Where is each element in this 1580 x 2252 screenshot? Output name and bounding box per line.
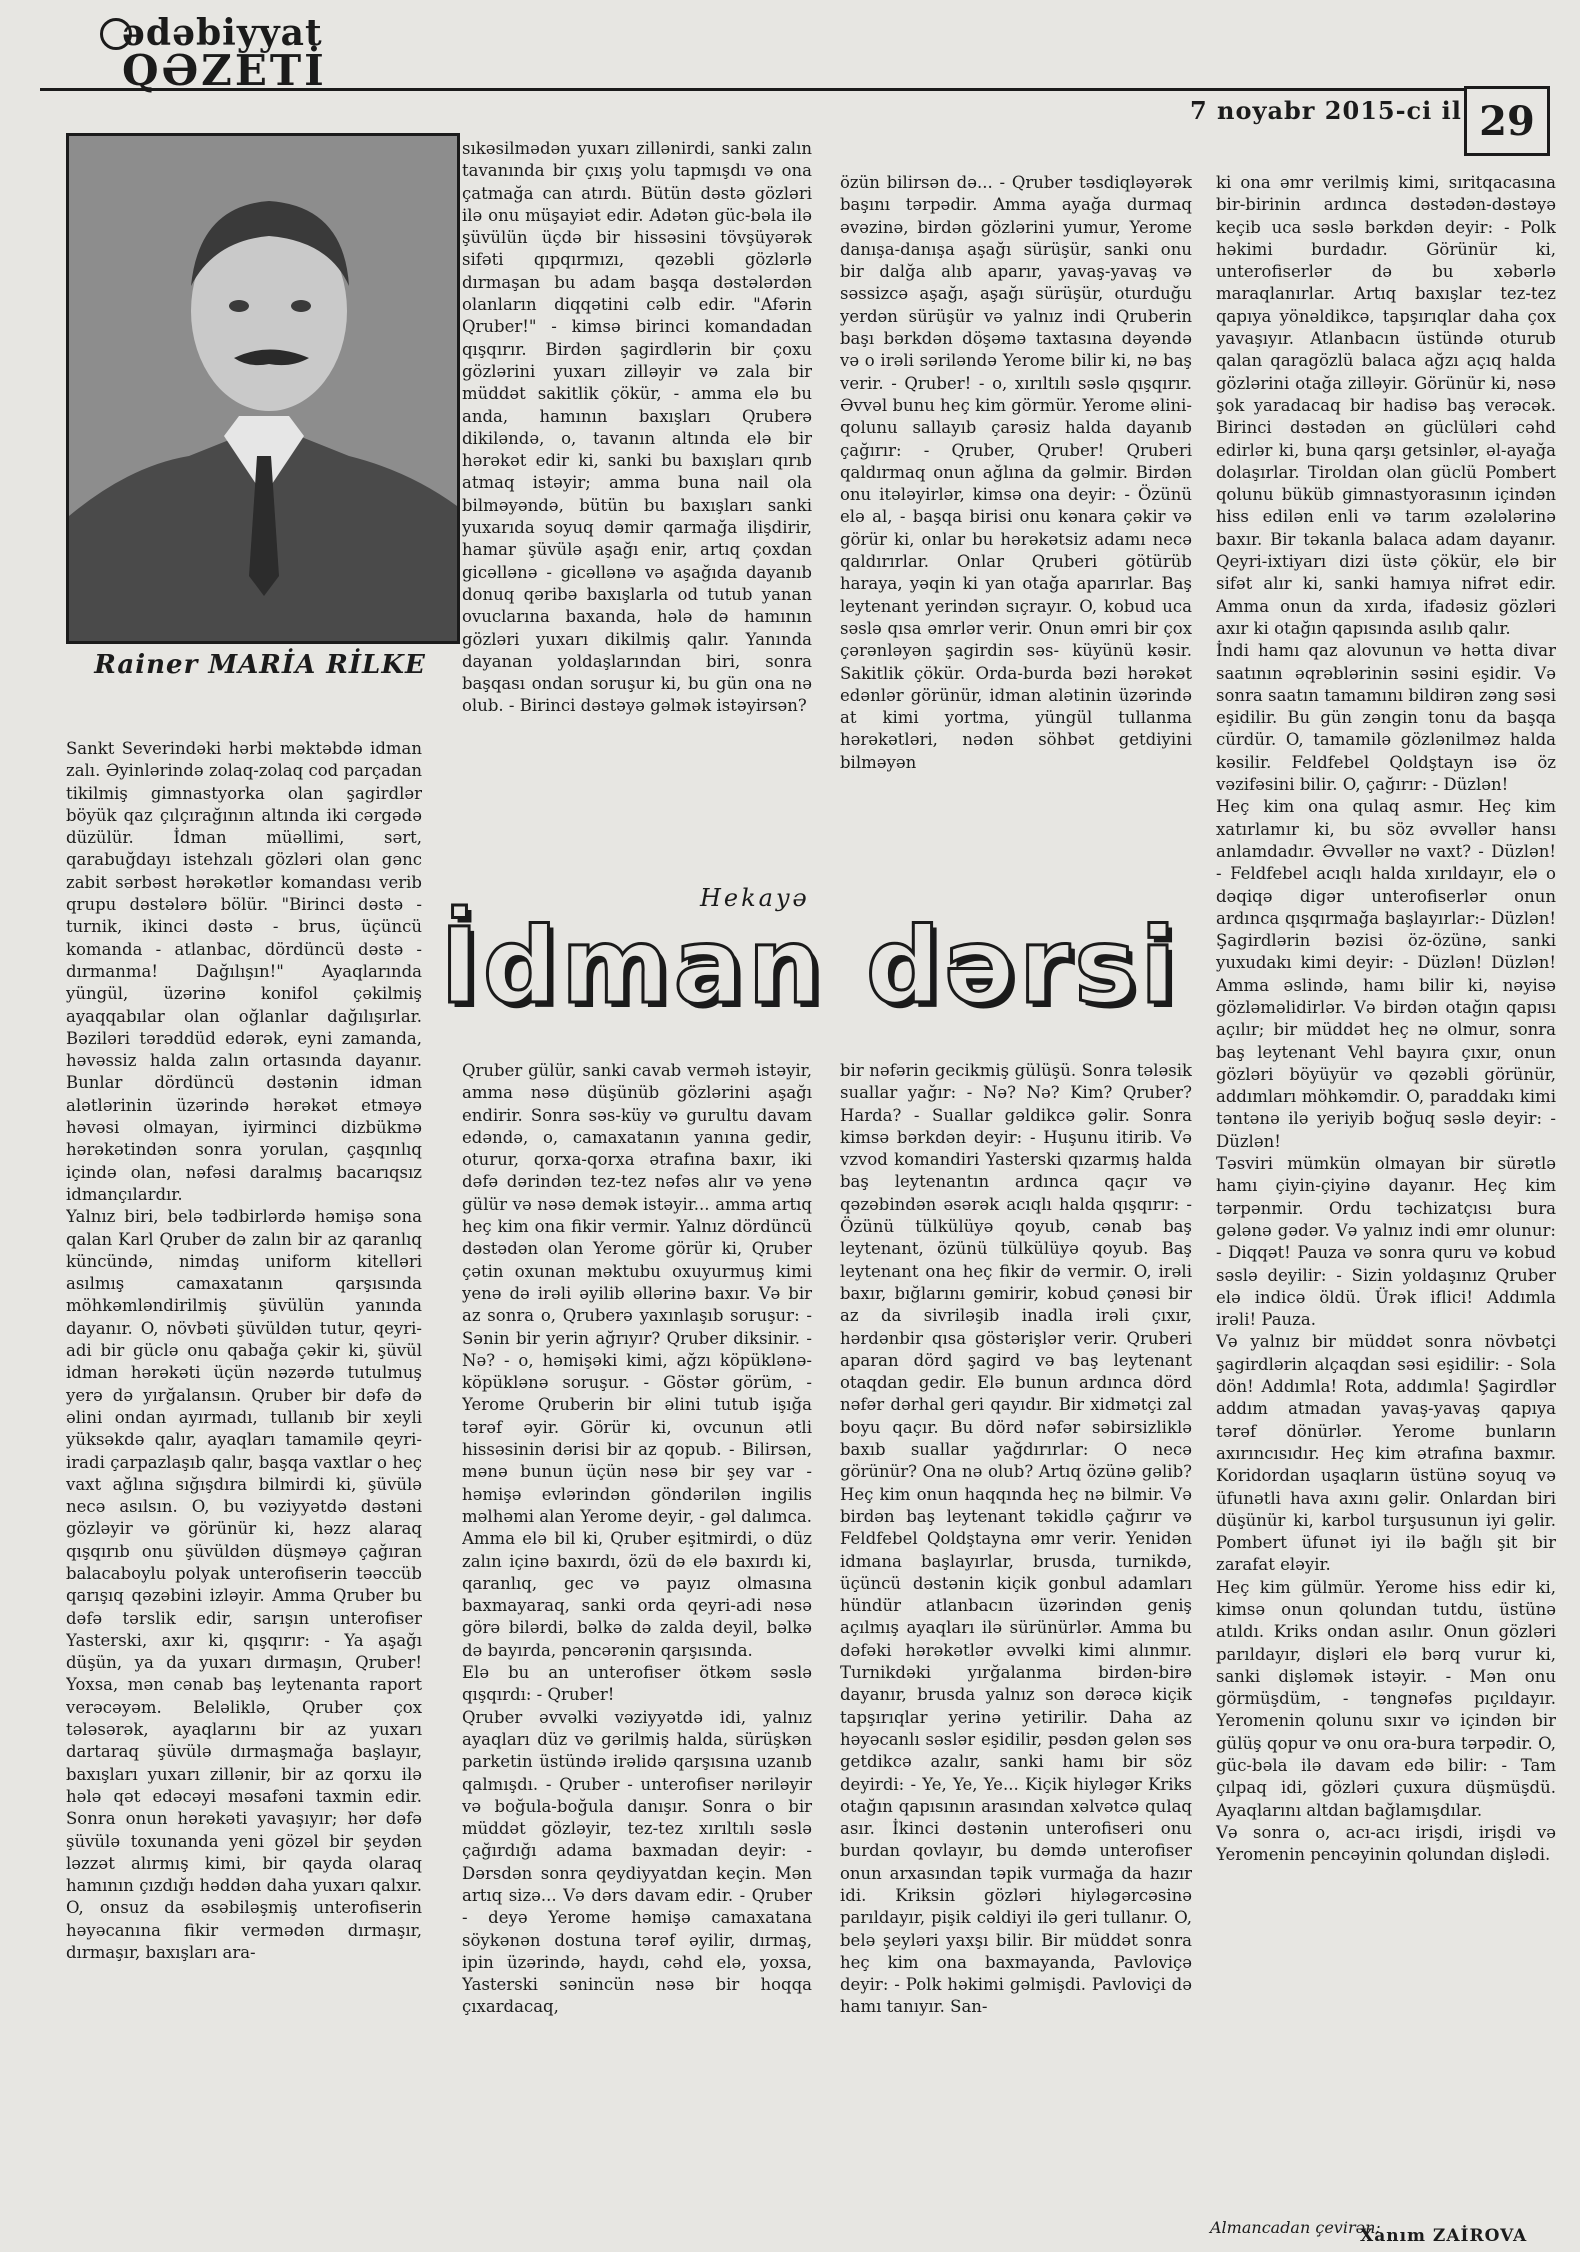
photo-caption: Rainer MARİA RİLKE xyxy=(94,650,426,680)
genre-label: Hekayə xyxy=(700,884,810,912)
portrait-image xyxy=(69,136,457,641)
article-column-2-bottom: Qruber gülür, sanki cavab verməh istəyir, amma nəsə düşünüb gözlərini aşağı endirir. Sonra səs-küy və gurultu davam edəndə, o, camaxatanın yanına gedir, oturur, qorxa-qorxa ətrafına baxır, iki dəfə dərindən tez-tez nəfəs alır və yenə gülür və nəsə demək istəyir... amma artıq heç kim ona fikir vermir. Yalnız dördüncü dəstədən olan Yerome görür ki, Qruber çətin oxunan məktubu oxuyurmuş kimi yenə də irəli əyilib əllərinə baxır. Və bir az sonra o, Qruberə yaxınlaşıb soruşur: - Sənin bir yerin ağrıyır? Qruber diksinir. - Nə? - o, həmişəki kimi, ağzı köpüklənə-köpüklənə soruşur. - Göstər görüm, - Yerome Qruberin bir əlini tutub işığa tərəf əyir. Görür ki, ovcunun ətli hissəsinin dərisi bir az qopub. - Bilirsən, mənə bunun üçün nəsə bir şey var - həmişə evlərindən göndərilən ingilis məlhəmi alan Yerome deyir, - gəl dalımca. Amma elə bil ki, Qruber eşitmirdi, o düz zalın içinə baxırdı, özü də elə baxırdı ki, qaranlıq, gec və payız olmasına baxmayaraq, sanki orda qeyri-adi nəsə görə bilərdi, bəlkə də zalda deyil, bəlkə də bayırda, pəncərənin qarşısında. Elə bu an unterofiser ötkəm səslə qışqırdı: - Qruber! Qruber əvvəlki vəziyyətdə idi, yalnız ayaqları düz və gərilmiş halda, sürüşkən parketin üstündə irəlidə qarşısına uzanıb qalmışdı. - Qruber - unterofiser nəriləyir və boğula-boğula danışır. Sonra o bir müddət gözləyir, tez-tez xırıltılı səslə çağırdığı adama baxmadan deyir: - Dərsdən sonra qeydiyyatdan keçin. Mən artıq sizə... Və dərs davam edir. - Qruber - deyə Yerome həmişə camaxatana söykənən dostuna tərəf əyilir, dırmaş, ipin üzərində, haydı, cəhd elə, yoxsa, Yasterski sənincün nəsə bir hoqqa çıxardacaq, xyxy=(462,1061,812,2017)
article-column-3-bottom: bir nəfərin gecikmiş gülüşü. Sonra tələsik suallar yağır: - Nə? Nə? Kim? Qruber? Harda? - Suallar gəldikcə gəlir. Sonra kimsə bərkdən deyir: - Huşunu itirib. Və vzvod komandiri Yasterski qızarmış halda baş leytenantın ardınca qaçır və qəzəbindən əsərək acıqlı halda qışqırır: - Özünü tülkülüyə qoyub, cənab baş leytenant, özünü tülkülüyə qoyub. Baş leytenant ona heç fikir də vermir. O, irəli baxır, bığlarını gəmirir, kobud çənəsi bir az da sivriləşib inadla irəli çıxır, hərdənbir qısa göstərişlər verir. Qruberi aparan dörd şagird və baş leytenant otaqdan gedir. Elə bunun ardınca dörd nəfər dərhal geri qayıdır. Bir xidmətçi zal boyu qaçır. Bu dörd nəfər səbirsizliklə baxıb suallar yağdırırlar: O necə görünür? Ona nə olub? Artıq özünə gəlib? Heç kim onun haqqında heç nə bilmir. Və birdən baş leytenant təkidlə çağırır və Feldfebel Qoldştayna əmr verir. Yenidən idmana başlayırlar, brusda, turnikdə, üçüncü dəstənin kiçik gonbul adamları hündür atlanbacın üzərindən geniş açılmış ayaqları ilə sürünürlər. Amma bu dəfəki hərəkətlər əvvəlki kimi alınmır. Turnikdəki yırğalanma birdən-birə dayanır, brusda yalnız son dərəcə kiçik tapşırıqlar yerinə yetirilir. Daha az həyəcanlı səslər eşidilir, pəsdən gələn səs getdikcə azalır, sanki hamı bir söz deyirdi: - Ye, Ye, Ye... Kiçik hiyləgər Kriks otağın qapısının arasından xəlvətcə qulaq asır. İkinci dəstənin unterofiseri onu burdan qovlayır, bu dəmdə unterofiser onun arxasından təpik vurmağa da hazır idi. Kriksin gözləri hiyləgərcəsinə parıldayır, pişik cəldiyi ilə geri tullanır. O, belə şeyləri yaxşı bilir. Bir müddət sonra heç kim ona baxmayanda, Pavloviçə deyir: - Polk həkimi gəlmişdi. Pavloviçi də hamı tanıyır. San- xyxy=(840,1061,1192,2017)
translation-note: Almancadan çevirən: xyxy=(1210,2218,1381,2237)
page-number: 29 xyxy=(1464,86,1550,156)
author-portrait xyxy=(66,133,460,644)
issue-date: 7 noyabr 2015-ci il xyxy=(1190,96,1462,125)
header-rule xyxy=(40,88,1540,91)
article-column-1: Sankt Severindəki hərbi məktəbdə idman zalı. Əyinlərində zolaq-zolaq cod parçadan tikilmiş gimnastyorka olan şagirdlər böyük qaz çılçırağının altında iki cərgədə düzülür. İdman müəllimi, sərt, qarabuğdayı istehzalı gözləri olan gənc zabit sərbəst hərəkətlər komandası verib qrupu dəstələrə bölür. "Birinci dəstə - turnik, ikinci dəstə - brus, üçüncü komanda - atlanbac, dördüncü dəstə - dırmanma! Dağılışın!" Ayaqlarında yüngül, üzərinə konifol çəkilmiş ayaqqabılar olan oğlanlar dağılışırlar. Bəziləri tərəddüd edərək, eyni zamanda, həvəssiz halda zalın ortasında dayanır. Bunlar dördüncü dəstənin idman alətlərinin üzərində hərəkət etməyə həvəsi olmayan, iyirminci dizbükmə hərəkətindən sonra yorulan, çaşqınlıq içində olan, nəfəsi daralmış bacarıqsız idmançılardır. Yalnız biri, belə tədbirlərdə həmişə sona qalan Karl Qruber də zalın bir az qaranlıq küncündə, nimdaş uniform kitelləri asılmış camaxatanın qarşısında möhkəmləndirilmiş şüvülün yanında dayanır. O, növbəti şüvüldən tutur, qeyri-adi bir güclə onu qabağa çəkir ki, şüvül idman hərəkəti üçün nəzərdə tutulmuş yerə də yırğalansın. Qruber bir dəfə də əlini ondan ayırmadı, tullanıb bir xeyli yüksəkdə qalır, ayaqları tamamilə qeyri-iradi çarpazlaşıb qalır, başqa vaxtlar o heç vaxt ağlına sığışdıra bilmirdi ki, şüvülə necə asılsın. O, bu vəziyyətdə dəstəni gözləyir və görünür ki, həzz alaraq qışqırıb onu şüvüldən düşməyə çağıran balacaboylu polyak unterofiserin təəccüb qarışıq qəzəbini izləyir. Amma Qruber bu dəfə tərslik edir, sarışın unterofiser Yasterski, axır ki, qışqırır: - Ya aşağı düşün, ya da yuxarı dırmaşın, Qruber! Yoxsa, mən cənab baş leytenanta raport verəcəyəm. Beləliklə, Qruber çox tələsərək, ayaqlarını bir az yuxarı dartaraq şüvülə dırmaşmağa başlayır, baxışları yuxarı zillənir, bir az qorxu ilə hələ qət edəcəyi məsafəni taxmin edir. Sonra onun hərəkəti yavaşıyır; hər dəfə şüvülə toxunanda yeni gözəl bir şeydən ləzzət alırmış kimi, bir qayda olaraq hamının çızdığı həddən daha yuxarı qalxır. O, onsuz da əsəbiləşmiş unterofiserin həyəcanına fikir vermədən dırmaşır, dırmaşır, baxışları ara- xyxy=(66,739,422,1963)
masthead-line1: ədəbiyyat xyxy=(122,12,323,54)
article-column-2-top: sıkəsilmədən yuxarı zillənirdi, sanki zalın tavanında bir çıxış yolu tapmışdı və ona çatmağa can atırdı. Bütün dəstə gözləri ilə onu müşayiət edir. Adətən güc-bəla ilə şüvülün üçdə bir hissəsini tövşüyərək sifəti qıpqırmızı, qəzəbli gözlərlə dırmaşan bu adam başqa dəstələrdən olanların diqqətini cəlb edir. "Afərin Qruber!" - kimsə birinci komandadan qışqırır. Birdən şagirdlərin bir çoxu gözlərini yuxarı zilləyir və zala bir müddət sakitlik çökür, - amma elə bu anda, hamının baxışları Qruberə dikiləndə, o, tavanın altında elə bir hərəkət edir ki, sanki bu baxışları qırıb atmaq istəyir; amma buna nail ola bilməyəndə, bütün bu baxışları sanki yuxarıda soyuq dəmir qarmağa ilişdirir, hamar şüvülə aşağı enir, artıq çoxdan gicəllənə - gicəllənə və aşağıda dayanıb donuq qəribə baxışlarla od tutub yanan ovuclarına baxanda, hələ də hamının gözləri yuxarı dikilmiş qalır. Yanında dayanan yoldaşlarından biri, sonra başqası ondan soruşur ki, bu gün ona nə olub. - Birinci dəstəyə gəlmək istəyirsən? xyxy=(462,139,812,716)
translator-name: Xanım ZAİROVA xyxy=(1360,2226,1528,2246)
story-title: İdman dərsi xyxy=(440,905,1180,1027)
article-column-3-top: özün bilirsən də... - Qruber təsdiqləyərək başını tərpədir. Amma ayağa durmaq əvəzinə, birdən gözlərini yumur, Yerome danışa-danışa aşağı sürüşür, sanki onu bir dalğa alıb aparır, yavaş-yavaş və səssizcə aşağı, aşağı sürüşür, oturduğu yerdən sürüşür və yalnız indi Qruberin başı bərkdən döşəmə taxtasına dəyəndə və o irəli səriləndə Yerome bilir ki, nə baş verir. - Qruber! - o, xırıltılı səslə qışqırır. Əvvəl bunu heç kim görmür. Yerome əlini-qolunu sallayıb çarəsiz halda dayanıb çağırır: - Qruber, Qruber! Qruberi qaldırmaq onun ağlına da gəlmir. Birdən onu itələyirlər, kimsə ona deyir: - Özünü elə al, - başqa birisi onu kənara çəkir və görür ki, onlar bu hərəkətsiz adamı necə qaldırırlar. Onlar Qruberi götürüb haraya, yəqin ki yan otağa aparırlar. Baş leytenant yerindən sıçrayır. O, kobud uca səslə qısa əmrlər verir. Onun əmri bir çox çərənləyən şagirdin səs- küyünü kəsir. Sakitlik çökür. Orda-burda bəzi hərəkət edənlər görünür, idman alətinin üzərində at kimi yortma, yüngül tullanma hərəkətləri, nədən söhbət getdiyini bilməyən xyxy=(840,173,1192,772)
masthead-logo xyxy=(100,12,360,95)
masthead-line2: QƏZETİ xyxy=(122,46,327,95)
article-column-4: ki ona əmr verilmiş kimi, sıritqacasına bir-birinin ardınca dəstədən-dəstəyə keçib uca səslə bərkdən deyir: - Polk həkimi burdadır. Görünür ki, unterofiserlər də bu xəbərlə maraqlanırlar. Artıq baxışlar tez-tez qapıya yönəldikcə, tapşırıqlar daha çox yavaşıyır. Atlanbacın üstündə oturub qalan qaragözlü balaca ağzı açıq halda gözlərini otağa zilləyir. Görünür ki, nəsə şok yaradacaq bir hadisə baş verəcək. Birinci dəstədən ən güclüləri cəhd edirlər ki, buna qarşı getsinlər, əl-ayağa dolaşırlar. Tiroldan olan güclü Pombert qolunu büküb gimnastyorasının içindən hiss edilən enli və tarım əzələlərinə baxır. Bir təkanla balaca adam dayanır. Qeyri-ixtiyarı dizi üstə çökür, elə bir sifət alır ki, sanki hamıya nifrət edir. Amma onun da xırda, ifadəsiz gözləri axır ki otağın qapısında asılıb qalır. İndi hamı qaz alovunun və hətta divar saatının əqrəblərinin səsini eşidir. Və sonra saatın tamamını bildirən zəng səsi eşidilir. Bu gün zəngin tonu da başqa cürdür. O, tamamilə gözlənilməz halda kəsilir. Feldfebel Qoldştayn isə öz vəzifəsini bilir. O, çağırır: - Düzlən! Heç kim ona qulaq asmır. Heç kim xatırlamır ki, bu söz əvvəllər hansı anlamdadır. Əvvəllər nə vaxt? - Düzlən! - Feldfebel acıqlı halda xırıldayır, elə o dəqiqə digər unterofiserlər onun ardınca qışqırmağa başlayırlar:- Düzlən! Şagirdlərin bəzisi öz-özünə, sanki yuxudakı kimi deyir: - Düzlən! Düzlən! Amma əslində, hamı bilir ki, nəyisə gözləməlidirlər. Və birdən otağın qapısı açılır; bir müddət heç nə olmur, sonra baş leytenant Vehl bayıra çıxır, onun gözləri böyüyür və qəzəbli görünür, addımları möhkəmdir. O, paraddakı kimi təntənə ilə yeriyib boğuq səslə deyir: - Düzlən! Təsviri mümkün olmayan bir sürətlə hamı çiyin-çiyinə dayanır. Heç kim tərpənmir. Ordu təchizatçısı bura gələnə gədər. Və yalnız indi əmr olunur: - Diqqət! Pauza və sonra quru və kobud səslə deyilir: - Sizin yoldaşınız Qruber elə indicə öldü. Ürək iflici! Addımla irəli! Pauza. Və yalnız bir müddət sonra növbətçi şagirdlərin alçaqdan səsi eşidilir: - Sola dön! Addımla! Rota, addımla! Şagirdlər addım atmadan yavaş-yavaş qapıya tərəf dönürlər. Yerome bunların axırıncısıdır. Heç kim ətrafına baxmır. Koridordan uşaqların üstünə soyuq və üfunətli hava axını gəlir. Onlardan biri düşünür ki, karbol turşusunun iyi gəlir. Pombert üfunət iyi ilə bağlı şit bir zarafat eləyir. Heç kim gülmür. Yerome hiss edir ki, kimsə onun qolundan tutdu, üstünə atıldı. Kriks ondan asılır. Onun gözləri parıldayır, dişləri elə bərq vurur ki, sanki dişləmək istəyir. - Mən onu görmüşdüm, - təngnəfəs pıçıldayır. Yeromenin qolunu sıxır və içindən bir gülüş qopur və onu ora-bura tərpədir. O, güc-bəla ilə davam edə bilir: - Tam çılpaq idi, gözləri çuxura düşmüşdü. Ayaqlarını altdan bağlamışdılar. Və sonra o, acı-acı irişdi, irişdi və Yeromenin pencəyinin qolundan dişlədi. xyxy=(1216,173,1556,1865)
